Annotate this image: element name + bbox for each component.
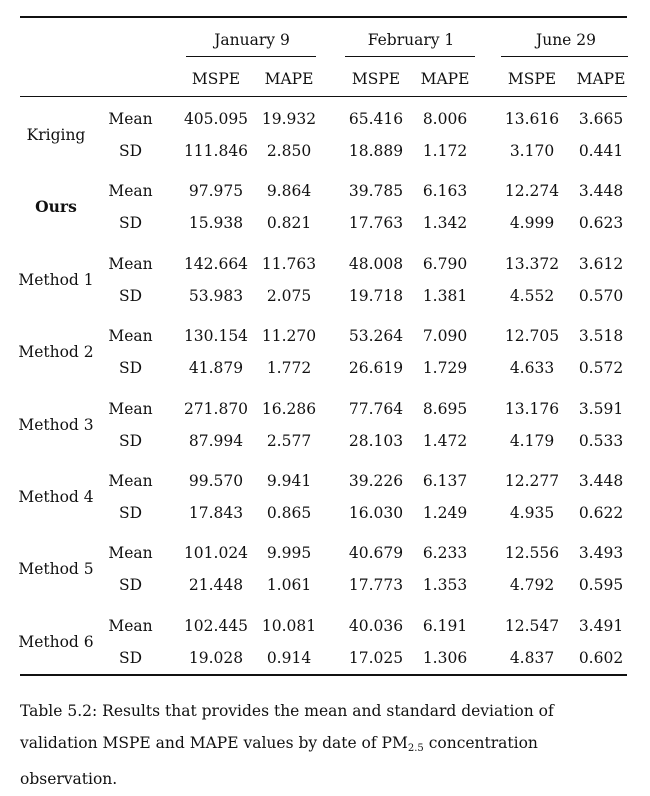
date-underline-june bbox=[501, 56, 628, 57]
table-cell: 3.612 bbox=[578, 254, 624, 273]
table-cell: 12.547 bbox=[504, 616, 560, 635]
table-cell: 39.226 bbox=[348, 472, 404, 490]
table-cell: 1.342 bbox=[422, 214, 468, 233]
table-cell: 16.030 bbox=[348, 504, 404, 522]
table-cell: 2.075 bbox=[266, 286, 312, 305]
sd-label: SD bbox=[118, 648, 143, 667]
table-cell: 4.837 bbox=[509, 648, 555, 667]
table-cell: 1.249 bbox=[422, 504, 468, 522]
table-cell: 17.025 bbox=[348, 648, 404, 667]
table-cell: 6.233 bbox=[422, 544, 468, 563]
table-cell: 3.448 bbox=[578, 472, 624, 490]
table-cell: 0.595 bbox=[578, 576, 624, 595]
table-cell: 130.154 bbox=[183, 327, 249, 346]
method-label: Method 2 bbox=[18, 343, 94, 362]
table-cell: 142.664 bbox=[183, 254, 249, 273]
table-cell: 4.179 bbox=[509, 431, 555, 450]
table-cell: 8.006 bbox=[422, 110, 468, 128]
metric-header-mspe: MSPE bbox=[191, 70, 241, 88]
table-cell: 0.914 bbox=[266, 648, 312, 667]
table-cell: 8.695 bbox=[422, 399, 468, 418]
method-label: Method 1 bbox=[18, 270, 94, 289]
caption-text: Table 5.2: Results that provides the mean and standard deviation of validation MSPE and MAPE values by date of PM bbox=[20, 702, 554, 752]
table-cell: 3.448 bbox=[578, 182, 624, 201]
table-cell: 2.850 bbox=[266, 142, 312, 160]
mean-label: Mean bbox=[108, 544, 153, 563]
table-cell: 0.602 bbox=[578, 648, 624, 667]
table-cell: 6.191 bbox=[422, 616, 468, 635]
sd-label: SD bbox=[118, 431, 143, 450]
table-cell: 4.792 bbox=[509, 576, 555, 595]
table-cell: 12.274 bbox=[504, 182, 560, 201]
table-caption bbox=[20, 696, 630, 796]
table-cell: 65.416 bbox=[348, 110, 404, 128]
table-cell: 53.983 bbox=[188, 286, 244, 305]
metric-header-mape: MAPE bbox=[420, 70, 470, 88]
table-cell: 3.518 bbox=[578, 327, 624, 346]
table-cell: 13.176 bbox=[504, 399, 560, 418]
table-cell: 0.441 bbox=[578, 142, 624, 160]
table-cell: 17.763 bbox=[348, 214, 404, 233]
metric-header-mspe: MSPE bbox=[351, 70, 401, 88]
date-underline-january bbox=[186, 56, 316, 57]
table-cell: 13.616 bbox=[504, 110, 560, 128]
table-cell: 1.472 bbox=[422, 431, 468, 450]
sd-label: SD bbox=[118, 359, 143, 378]
table-cell: 3.591 bbox=[578, 399, 624, 418]
table-cell: 40.679 bbox=[348, 544, 404, 563]
table-cell: 405.095 bbox=[183, 110, 249, 128]
bottom-rule bbox=[20, 674, 627, 676]
table-cell: 3.170 bbox=[509, 142, 555, 160]
table-cell: 1.772 bbox=[266, 359, 312, 378]
mean-label: Mean bbox=[108, 616, 153, 635]
method-label: Ours bbox=[35, 197, 77, 217]
table-cell: 4.552 bbox=[509, 286, 555, 305]
table-cell: 21.448 bbox=[188, 576, 244, 595]
table-cell: 28.103 bbox=[348, 431, 404, 450]
table-cell: 0.572 bbox=[578, 359, 624, 378]
table-cell: 1.353 bbox=[422, 576, 468, 595]
table-cell: 53.264 bbox=[348, 327, 404, 346]
mean-label: Mean bbox=[108, 254, 153, 273]
table-cell: 4.633 bbox=[509, 359, 555, 378]
caption-text-end: concentration observation. bbox=[20, 733, 538, 788]
table-cell: 17.773 bbox=[348, 576, 404, 595]
sd-label: SD bbox=[118, 504, 143, 522]
table-cell: 13.372 bbox=[504, 254, 560, 273]
table-cell: 0.865 bbox=[266, 504, 312, 522]
method-label: Method 6 bbox=[18, 632, 94, 651]
table-cell: 12.277 bbox=[504, 472, 560, 490]
table-cell: 0.821 bbox=[266, 214, 312, 233]
table-cell: 19.028 bbox=[188, 648, 244, 667]
table-cell: 1.381 bbox=[422, 286, 468, 305]
table-cell: 0.533 bbox=[578, 431, 624, 450]
table-cell: 7.090 bbox=[422, 327, 468, 346]
date-header-february: February 1 bbox=[367, 31, 455, 49]
mean-label: Mean bbox=[108, 399, 153, 418]
table-cell: 6.790 bbox=[422, 254, 468, 273]
table-cell: 3.665 bbox=[578, 110, 624, 128]
table-cell: 1.306 bbox=[422, 648, 468, 667]
table-cell: 12.705 bbox=[504, 327, 560, 346]
method-label: Method 4 bbox=[18, 488, 94, 506]
table-cell: 19.718 bbox=[348, 286, 404, 305]
sd-label: SD bbox=[118, 286, 143, 305]
table-cell: 1.729 bbox=[422, 359, 468, 378]
table-cell: 77.764 bbox=[348, 399, 404, 418]
table-cell: 11.763 bbox=[261, 254, 317, 273]
table-cell: 17.843 bbox=[188, 504, 244, 522]
table-cell: 101.024 bbox=[183, 544, 249, 563]
table-cell: 39.785 bbox=[348, 182, 404, 201]
table-cell: 19.932 bbox=[261, 110, 317, 128]
top-rule bbox=[20, 16, 627, 18]
table-cell: 9.941 bbox=[266, 472, 312, 490]
table-cell: 41.879 bbox=[188, 359, 244, 378]
method-label: Method 5 bbox=[18, 560, 94, 579]
table-cell: 9.864 bbox=[266, 182, 312, 201]
table-cell: 6.163 bbox=[422, 182, 468, 201]
table-cell: 18.889 bbox=[348, 142, 404, 160]
table-cell: 2.577 bbox=[266, 431, 312, 450]
sd-label: SD bbox=[118, 214, 143, 233]
mean-label: Mean bbox=[108, 472, 153, 490]
sd-label: SD bbox=[118, 142, 143, 160]
table-cell: 15.938 bbox=[188, 214, 244, 233]
table-cell: 11.270 bbox=[261, 327, 317, 346]
table-cell: 4.935 bbox=[509, 504, 555, 522]
table-cell: 6.137 bbox=[422, 472, 468, 490]
mean-label: Mean bbox=[108, 327, 153, 346]
method-label: Kriging bbox=[26, 126, 86, 144]
table-cell: 0.622 bbox=[578, 504, 624, 522]
table-cell: 48.008 bbox=[348, 254, 404, 273]
table-cell: 1.061 bbox=[266, 576, 312, 595]
date-underline-february bbox=[345, 56, 475, 57]
table-cell: 9.995 bbox=[266, 544, 312, 563]
table-cell: 1.172 bbox=[422, 142, 468, 160]
table-cell: 97.975 bbox=[188, 182, 244, 201]
table-cell: 87.994 bbox=[188, 431, 244, 450]
sd-label: SD bbox=[118, 576, 143, 595]
table-cell: 40.036 bbox=[348, 616, 404, 635]
mean-label: Mean bbox=[108, 110, 153, 128]
date-header-june: June 29 bbox=[535, 31, 597, 49]
method-label: Method 3 bbox=[18, 415, 94, 434]
table-cell: 271.870 bbox=[183, 399, 249, 418]
mean-label: Mean bbox=[108, 182, 153, 201]
table-cell: 0.623 bbox=[578, 214, 624, 233]
header-rule bbox=[20, 96, 627, 97]
table-cell: 99.570 bbox=[188, 472, 244, 490]
date-header-january: January 9 bbox=[214, 31, 290, 49]
table-cell: 4.999 bbox=[509, 214, 555, 233]
caption-subscript: 2.5 bbox=[407, 742, 424, 754]
table-cell: 102.445 bbox=[183, 616, 249, 635]
table-cell: 10.081 bbox=[261, 616, 317, 635]
table-cell: 0.570 bbox=[578, 286, 624, 305]
table-cell: 111.846 bbox=[183, 142, 249, 160]
table-cell: 26.619 bbox=[348, 359, 404, 378]
table-cell: 3.493 bbox=[578, 544, 624, 563]
table-cell: 3.491 bbox=[578, 616, 624, 635]
table-cell: 16.286 bbox=[261, 399, 317, 418]
metric-header-mspe: MSPE bbox=[507, 70, 557, 88]
metric-header-mape: MAPE bbox=[264, 70, 314, 88]
table-cell: 12.556 bbox=[504, 544, 560, 563]
metric-header-mape: MAPE bbox=[576, 70, 626, 88]
